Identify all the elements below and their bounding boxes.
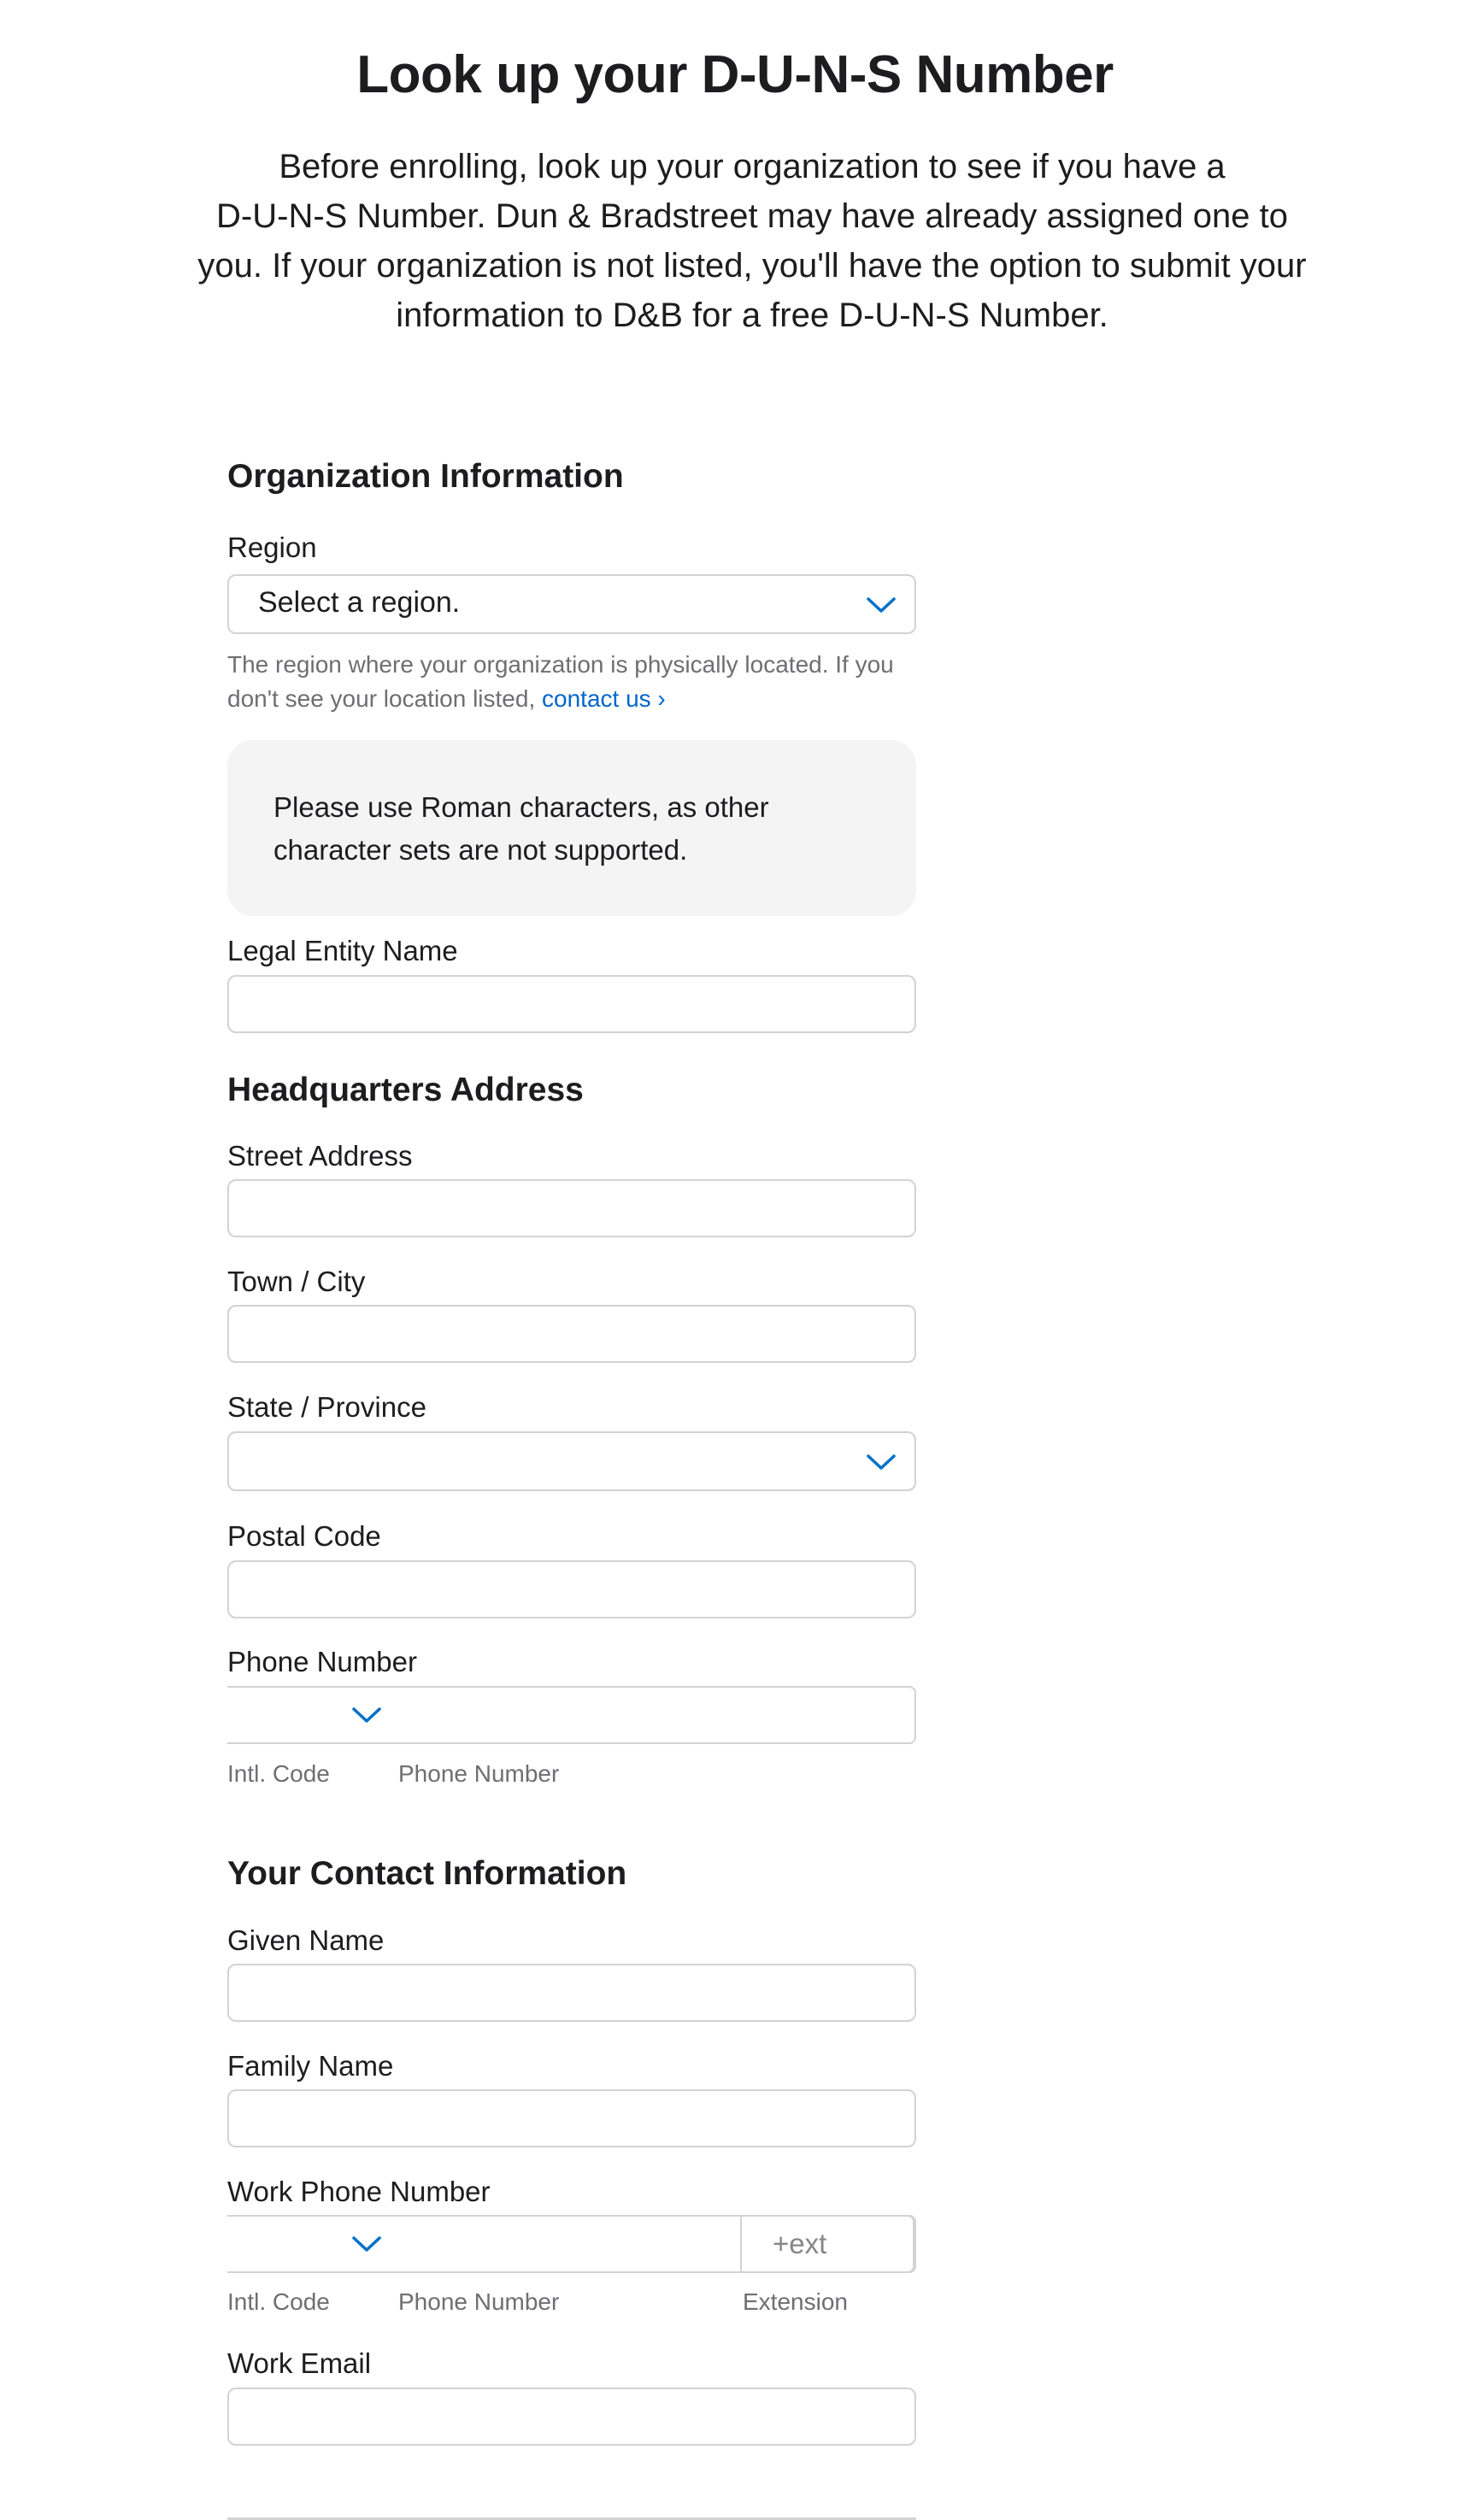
contact-us-link[interactable]: contact us › <box>542 685 666 712</box>
work-email-input[interactable] <box>227 2388 916 2446</box>
intro-line: Before enrolling, look up your organization to see if you have a <box>279 148 1226 185</box>
chevron-down-icon <box>867 596 896 614</box>
work-phone-number-caption: Phone Number <box>398 2288 560 2315</box>
section-title-organization: Organization Information <box>227 458 624 495</box>
postal-code-input[interactable] <box>227 1560 916 1618</box>
chevron-down-icon <box>867 1454 896 1471</box>
intl-code-select[interactable] <box>352 1706 381 1724</box>
intro-line: you. If your organization is not listed, you'll have the option to submit your <box>197 247 1307 285</box>
roman-characters-notice <box>227 740 916 916</box>
notice-text: Please use Roman characters, as other character sets are not supported. <box>273 791 769 866</box>
extension-input[interactable] <box>740 2215 914 2273</box>
family-name-input[interactable] <box>227 2089 916 2147</box>
given-name-input[interactable] <box>227 1964 916 2022</box>
town-city-label: Town / City <box>227 1266 366 1297</box>
region-label: Region <box>227 532 317 563</box>
hq-phone-number-caption: Phone Number <box>398 1760 560 1787</box>
postal-code-label: Postal Code <box>227 1520 381 1552</box>
work-phone-field <box>227 2215 916 2273</box>
region-hint-text: The region where your organization is physically located. If you don't see your location listed, <box>227 651 894 712</box>
work-intl-code-caption: Intl. Code <box>227 2288 330 2315</box>
work-phone-number-label: Work Phone Number <box>227 2176 491 2207</box>
hq-phone-field <box>227 1686 916 1744</box>
intro-line: information to D&B for a free D-U-N-S Number. <box>396 297 1108 334</box>
state-province-select[interactable] <box>227 1431 916 1491</box>
intro-text <box>154 142 1350 340</box>
region-select[interactable] <box>227 574 916 634</box>
given-name-label: Given Name <box>227 1924 385 1956</box>
town-city-input[interactable] <box>227 1305 916 1363</box>
legal-entity-name-label: Legal Entity Name <box>227 935 458 966</box>
state-province-label: State / Province <box>227 1391 426 1423</box>
intl-code-select[interactable] <box>352 2235 381 2253</box>
street-address-input[interactable] <box>227 1179 916 1237</box>
extension-caption: Extension <box>743 2288 848 2315</box>
section-title-contact: Your Contact Information <box>227 1855 627 1892</box>
chevron-down-icon <box>352 1706 381 1724</box>
intro-line: D-U-N-S Number. Dun & Bradstreet may have already assigned one to <box>216 197 1288 235</box>
family-name-label: Family Name <box>227 2050 394 2082</box>
region-select-value: Select a region. <box>258 586 461 619</box>
section-title-headquarters: Headquarters Address <box>227 1072 584 1108</box>
legal-entity-name-input[interactable] <box>227 975 916 1033</box>
page-title: Look up your D-U-N-S Number <box>356 45 1114 104</box>
work-email-label: Work Email <box>227 2347 372 2379</box>
street-address-label: Street Address <box>227 1140 413 1172</box>
extension-placeholder: +ext <box>773 2228 827 2259</box>
phone-number-label: Phone Number <box>227 1646 417 1677</box>
chevron-down-icon <box>352 2235 381 2253</box>
region-hint <box>227 648 916 716</box>
hq-intl-code-caption: Intl. Code <box>227 1760 330 1787</box>
